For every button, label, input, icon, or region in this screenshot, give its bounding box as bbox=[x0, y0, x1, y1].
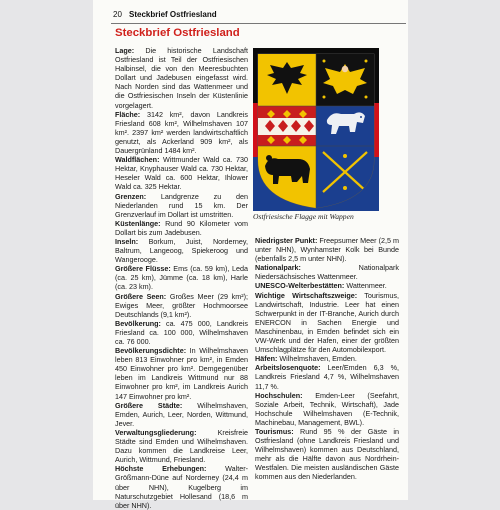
fact-label: Lage: bbox=[115, 46, 135, 55]
fact-text: Großes Meer (29 km²); Ewiges Meer, größter Hochmoorsee Deutschlands (9,1 km²). bbox=[115, 291, 248, 319]
fact-label: UNESCO-Welterbestätten: bbox=[255, 281, 345, 291]
page-number: 20 bbox=[113, 10, 122, 19]
fact-entry bbox=[115, 110, 248, 155]
fact-text: Nationalpark Niedersächsisches Wattenmeer. bbox=[255, 263, 399, 282]
fact-text: Wilhelmshaven, Emden, Aurich, Leer, Norden, Wittmund, Jever. bbox=[115, 400, 248, 428]
fact-label: Verwaltungsgliederung: bbox=[115, 427, 197, 437]
fact-text: Freepsumer Meer (2,5 m unter NHN), Wynhamster Kolk bei Bunde (ebenfalls 2,5 m unter NHN). bbox=[255, 236, 399, 264]
fact-label: Häfen: bbox=[255, 354, 278, 364]
fact-text: Die historische Landschaft Ostfriesland ist Teil der Ostfriesischen Halbinsel, die von den Meeresbuchten Dollart und Jadebusen eingefasst wird. Nach Norden sind das Wattenmeer und die Ostfriesischen Inseln der Küstenlinie vorgelagert. bbox=[115, 46, 248, 110]
page-title: Steckbrief Ostfriesland bbox=[115, 27, 240, 39]
fact-label: Größere Flüsse: bbox=[115, 264, 171, 274]
fact-entry bbox=[115, 346, 248, 401]
fact-text: Leer/Emden 6,3 %, Landkreis Friesland 4,7 %, Wilhelmshaven 11,7 %. bbox=[255, 363, 399, 391]
fact-entry bbox=[115, 219, 248, 237]
fact-entry bbox=[115, 155, 248, 191]
fact-label: Größere Seen: bbox=[115, 291, 167, 301]
fact-entry bbox=[255, 263, 399, 281]
fact-text: Wilhelmshaven, Emden. bbox=[277, 354, 357, 364]
fact-label: Größere Städte: bbox=[115, 400, 183, 410]
right-column bbox=[255, 236, 399, 482]
flag-caption: Ostfriesische Flagge mit Wappen bbox=[253, 212, 354, 221]
fact-label: Bevölkerung: bbox=[115, 318, 161, 328]
east-frisian-flag bbox=[253, 48, 379, 211]
fact-label: Fläche: bbox=[115, 109, 141, 119]
fact-text: Emden-Leer (Seefahrt, Soziale Arbeit, Technik, Wirtschaft), Jade Hochschule Wilhelmshaven (E-Technik, Machinebau, Management, BWL). bbox=[255, 390, 399, 427]
fact-text: Wittmunder Wald ca. 730 Hektar, Knyphauser Wald ca. 730 Hektar, Heseler Wald ca. 600 Hektar, Ihlower Wald ca. 325 Hektar. bbox=[115, 155, 248, 192]
fact-entry bbox=[115, 46, 248, 110]
fact-label: Höchste Erhebungen: bbox=[115, 464, 207, 474]
fact-entry bbox=[255, 391, 399, 427]
fact-text: 3142 km², davon Landkreis Friesland 608 km², Wilhelmshaven 107 km². 2397 km² werden landwirtschaftlich genutzt, als Ackerland 909 km², als Dauergrünland 1484 km². bbox=[115, 109, 248, 156]
fact-entry bbox=[255, 354, 399, 363]
fact-text: ca. 475 000, Landkreis Friesland ca. 100 000, Wilhelmshaven ca. 76 000. bbox=[115, 318, 248, 346]
fact-entry bbox=[115, 192, 248, 219]
book-page bbox=[93, 0, 408, 510]
fact-entry bbox=[255, 236, 399, 263]
fact-text: Tourismus, Landwirtschaft, Industrie. Leer hat einen Schwerpunkt in der IT-Branche, Aurich durch ENERCON in Sachen Energie und Maschinenbau, in Emden befindet sich ein VW-Werk und der Hafen, einer der größten Umschlagplätze für den Automobilexport. bbox=[255, 290, 399, 355]
fact-entry bbox=[255, 291, 399, 355]
fact-label: Tourismus: bbox=[255, 426, 294, 436]
fact-entry bbox=[255, 281, 399, 290]
fact-label: Küstenlänge: bbox=[115, 218, 161, 228]
fact-entry bbox=[115, 401, 248, 428]
fact-entry bbox=[115, 464, 248, 509]
fact-text: Walter-Größmann-Düne auf Norderney (24,4 m über NHN), Kugelberg im Naturschutzgebiet Hollesand (18,6 m über NHN). bbox=[115, 464, 248, 510]
header-rule bbox=[111, 23, 406, 24]
fact-text: Borkum, Juist, Norderney, Baltrum, Langeoog, Spiekeroog und Wangerooge. bbox=[115, 236, 248, 265]
fact-text: Landgrenze zu den Niederlanden rund 15 km. Der Grenzverlauf im Dollart ist umstritten. bbox=[115, 191, 248, 219]
fact-label: Inseln: bbox=[115, 236, 139, 246]
fact-text: Kreisfreie Städte sind Emden und Wilhelmshaven. Dazu kommen die Landkreise Leer, Aurich, Wittmund, Friesland. bbox=[115, 427, 248, 465]
running-title: Steckbrief Ostfriesland bbox=[129, 10, 217, 19]
fact-label: Waldflächen: bbox=[115, 155, 160, 165]
fact-label: Arbeitslosenquote: bbox=[255, 363, 321, 373]
coat-of-arms bbox=[258, 54, 374, 216]
fact-text: Wattenmeer. bbox=[344, 281, 387, 291]
running-header bbox=[113, 10, 217, 19]
left-column bbox=[115, 46, 248, 510]
fact-entry bbox=[115, 428, 248, 464]
fact-text: Ems (ca. 59 km), Leda (ca. 25 km), Jümme (ca. 18 km), Harle (ca. 23 km). bbox=[115, 264, 248, 292]
fact-entry bbox=[115, 292, 248, 319]
fact-label: Nationalpark: bbox=[255, 263, 301, 273]
fact-text: Rund 95 % der Gäste in Ostfriesland (ohne Landkreis Friesland und Wilhelmshaven) kommen aus Deutschland, mehr als die Hälfte davon aus Nordrhein-Westfalen. Die meisten ausländischen Gäste kommen aus den Niederlanden. bbox=[255, 426, 399, 482]
fact-entry bbox=[255, 363, 399, 390]
fact-label: Wichtige Wirtschaftszweige: bbox=[255, 290, 358, 300]
fact-text: In Wilhelmshaven leben 813 Einwohner pro km², in Emden 450 Einwohner pro km². Demgegenüber leben im Landkreis Wittmund nur 88 Einwohner pro km², im Landkreis Aurich 147 Einwohner pro km². bbox=[115, 346, 248, 401]
fact-text: Rund 90 Kilometer vom Dollart bis zum Jadebusen. bbox=[115, 218, 248, 237]
fact-entry bbox=[115, 237, 248, 264]
fact-entry bbox=[115, 264, 248, 291]
fact-label: Niedrigster Punkt: bbox=[255, 236, 318, 245]
fact-entry bbox=[255, 427, 399, 482]
fact-label: Hochschulen: bbox=[255, 390, 303, 400]
fact-label: Bevölkerungsdichte: bbox=[115, 346, 187, 356]
fact-label: Grenzen: bbox=[115, 191, 147, 201]
fact-entry bbox=[115, 319, 248, 346]
